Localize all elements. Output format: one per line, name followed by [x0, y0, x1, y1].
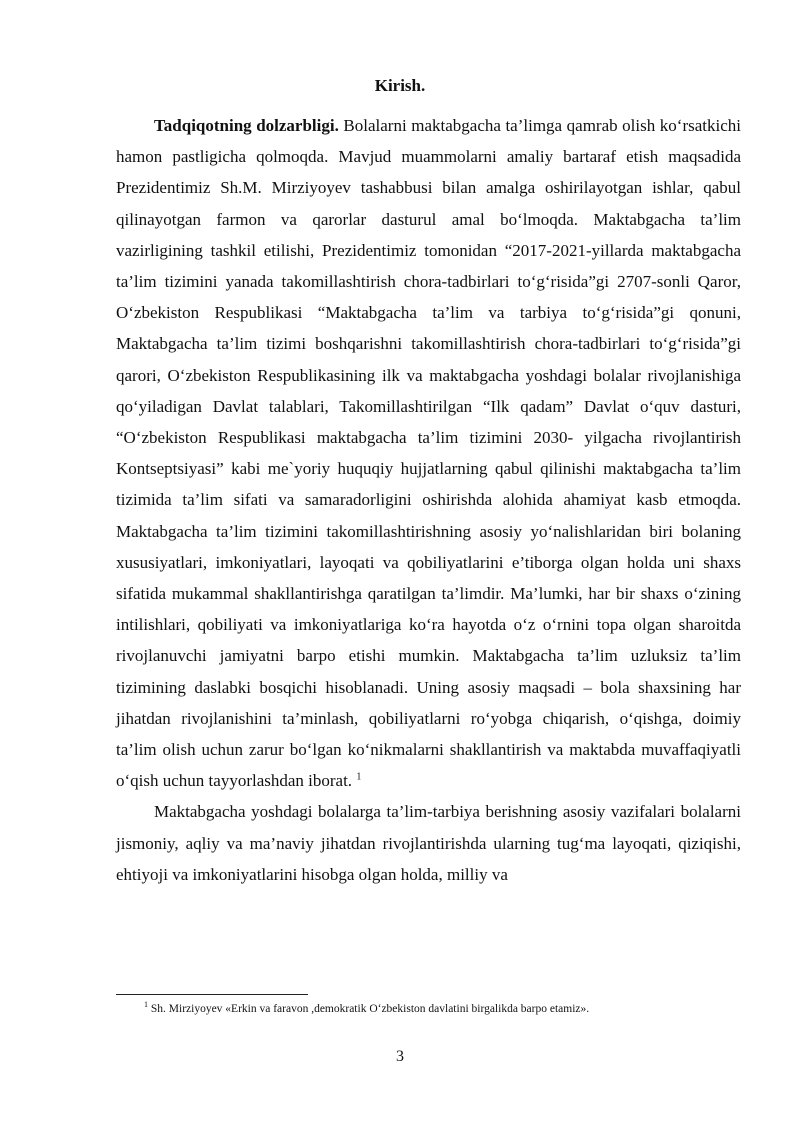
- footnote-reference[interactable]: 1: [356, 771, 362, 783]
- paragraph-lead: Tadqiqotning dolzarbligi.: [154, 116, 339, 135]
- body-text: [116, 110, 741, 890]
- paragraph-relevance: [116, 110, 741, 796]
- footnote-divider: [116, 994, 308, 995]
- paragraph-text: Bolalarni maktabgacha ta’limga qamrab olish ko‘rsatkichi hamon pastligicha qolmoqda. Mavjud muammolarni amaliy bartaraf etish maqsadida Prezidentimiz Sh.M. Mirziyoyev tashabbusi bilan amalga oshirilayotgan ishlar, qabul qilinayotgan farmon va qarorlar dasturul amal bo‘lmoqda. Maktabgacha ta’lim vazirligining tashkil etilishi, Prezidentimiz tomonidan “2017-2021-yillarda maktabgacha ta’lim tizimini yanada takomillashtirish chora-tadbirlari to‘g‘risida”gi 2707-sonli Qaror, O‘zbekiston Respublikasi “Maktabgacha ta’lim va tarbiya to‘g‘risida”gi qonuni, Maktabgacha ta’lim tizimi boshqarishni takomillashtirish chora-tadbirlari to‘g‘risida”gi qarori, O‘zbekiston Respublikasining ilk va maktabgacha yoshdagi bolalar rivojlanishiga qo‘yiladigan Davlat talablari, Takomillashtirilgan “Ilk qadam” Davlat o‘quv dasturi, “O‘zbekiston Respublikasi maktabgacha ta’lim tizimini 2030- yilgacha rivojlantirish Kontseptsiyasi” kabi me`yoriy huquqiy hujjatlarning qabul qilinishi maktabgacha ta’lim tizimida ta’lim sifati va samaradorligini oshirishda alohida ahamiyat kasb etmoqda. Maktabgacha ta’lim tizimini takomillashtirishning asosiy yo‘nalishlaridan biri bolaning xususiyatlari, imkoniyatlari, layoqati va qobiliyatlarini e’tiborga olgan holda uni shaxs sifatida mukammal shakllantirishga qaratilgan ta’limdir. Ma’lumki, har bir shaxs o‘zining intilishlari, qobiliyati va imkoniyatlariga ko‘ra hayotda o‘z o‘rnini topa olgan sharoitda rivojlanuvchi jamiyatni barpo etishi mumkin. Maktabgacha ta’lim uzluksiz ta’lim tizimining daslabki bosqichi hisoblanadi. Uning asosiy maqsadi – bola shaxsining har jihatdan rivojlanishini ta’minlash, qobiliyatlarni ro‘yobga chiqarish, o‘qishga, doimiy ta’lim olish uchun zarur bo‘lgan ko‘nikmalarni shakllantirish va maktabda muvaffaqiyatli o‘qish uchun tayyorlashdan iborat.: [116, 116, 741, 791]
- footnote: [116, 1001, 741, 1017]
- page-number: 3: [396, 1048, 404, 1065]
- footnote-marker: 1: [144, 1000, 148, 1010]
- paragraph-tasks: [116, 796, 741, 890]
- paragraph-text: Maktabgacha yoshdagi bolalarga ta’lim-tarbiya berishning asosiy vazifalari bolalarni jismoniy, aqliy va ma’naviy jihatdan rivojlantirishda ularning tug‘ma layoqati, qiziqishi, ehtiyoji va imkoniyatlarini hisobga olgan holda, milliy va: [116, 802, 741, 884]
- footnote-text: Sh. Mirziyoyev «Erkin va faravon ,demokratik O‘zbekiston davlatini birgalikda barpo etamiz».: [150, 1003, 590, 1015]
- section-heading: Kirish.: [374, 76, 426, 95]
